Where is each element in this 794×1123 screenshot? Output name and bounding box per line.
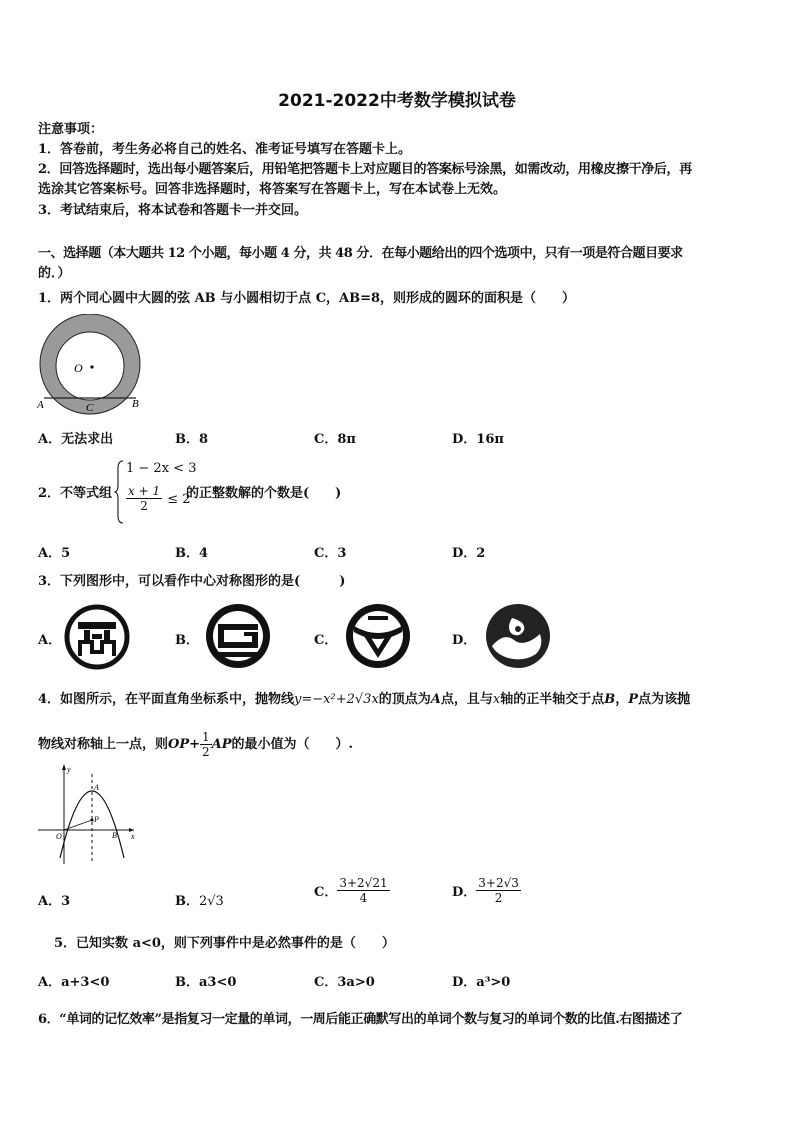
emblem-d-icon xyxy=(484,602,552,670)
section-heading: 一、选择题（本大题共 12 个小题，每小题 4 分，共 48 分．在每小题给出的四个选项中，只有一项是符合题目要求 xyxy=(38,246,683,261)
q2-option-c[interactable]: C．3 xyxy=(314,546,347,561)
q4-option-b[interactable]: B．2√3 xyxy=(175,894,224,909)
question-4-line-1: 4．如图所示，在平面直角坐标系中，抛物线y=−x²+2√3x的顶点为A点，且与x轴的正半轴交于点B，P点为该抛 xyxy=(38,692,691,707)
label-a: A xyxy=(37,399,44,411)
question-5-text: 5．已知实数 a<0，则下列事件中是必然事件的是（ ） xyxy=(54,936,395,951)
annulus-figure xyxy=(36,314,148,418)
notice-heading: 注意事项： xyxy=(38,122,104,137)
q4-option-a[interactable]: A．3 xyxy=(38,894,71,909)
label-o: O xyxy=(74,361,83,375)
notice-item-1: 1．答卷前，考生务必将自己的姓名、准考证号填写在答题卡上。 xyxy=(38,142,412,157)
q3-option-b[interactable]: B． xyxy=(175,633,199,648)
system-brace xyxy=(114,460,124,524)
inequality-1: 1 − 2x < 3 xyxy=(126,461,197,476)
q2-option-b[interactable]: B．4 xyxy=(175,546,209,561)
notice-item-2: 2．回答选择题时，选出每小题答案后，用铅笔把答题卡上对应题目的答案标号涂黑，如需改动，用橡皮擦干净后，再 xyxy=(38,162,692,177)
graph-label-a: A xyxy=(94,783,99,792)
q3-option-c[interactable]: C． xyxy=(314,633,338,648)
question-2-suffix: 的正整数解的个数是( ) xyxy=(186,486,342,501)
q2-option-a[interactable]: A．5 xyxy=(38,546,71,561)
q3-option-d[interactable]: D． xyxy=(452,633,477,648)
graph-label-x: x xyxy=(131,832,135,841)
parabola-graph xyxy=(34,760,140,868)
q1-option-b[interactable]: B．8 xyxy=(175,432,209,447)
inequality-2: $\frac{x + 1}{2}$ ≤ 2 xyxy=(128,484,191,513)
label-b: B xyxy=(132,398,139,410)
q5-option-c[interactable]: C．3a>0 xyxy=(314,975,375,990)
emblem-b-icon xyxy=(204,602,272,670)
q1-option-c[interactable]: C．8π xyxy=(314,432,356,447)
graph-label-o: O xyxy=(56,832,62,841)
question-6-text: 6．“单词的记忆效率”是指复习一定量的单词，一周后能正确默写出的单词个数与复习的单词个数的比值.右图描述了 xyxy=(38,1012,683,1027)
question-4-line-2: 物线对称轴上一点，则OP+ $\frac{1}{2}$ AP的最小值为（ ）. xyxy=(38,730,354,759)
emblem-c-icon xyxy=(344,602,412,670)
question-2-prefix: 2．不等式组 xyxy=(38,486,113,501)
notice-item-3: 3．考试结束后，将本试卷和答题卡一并交回。 xyxy=(38,203,308,218)
q5-option-b[interactable]: B．a3<0 xyxy=(175,975,237,990)
graph-label-y: y xyxy=(67,765,71,774)
graph-label-b: B xyxy=(112,831,117,840)
notice-item-2-cont: 选涂其它答案标号。回答非选择题时，将答案写在答题卡上，写在本试卷上无效。 xyxy=(38,182,507,197)
q2-option-d[interactable]: D．2 xyxy=(452,546,486,561)
q4-option-c[interactable]: C． $\frac{3+2√21}{4}$ xyxy=(314,876,388,905)
question-1-text: 1．两个同心圆中大圆的弦 AB 与小圆相切于点 C，AB=8，则形成的圆环的面积是（ ） xyxy=(38,291,576,306)
label-c: C xyxy=(86,402,94,414)
section-heading-cont: 的．） xyxy=(38,266,71,281)
q3-option-a[interactable]: A． xyxy=(38,633,62,648)
q5-option-a[interactable]: A．a+3<0 xyxy=(38,975,110,990)
q1-option-d[interactable]: D．16π xyxy=(452,432,504,447)
q5-option-d[interactable]: D．a³>0 xyxy=(452,975,511,990)
graph-label-p: P xyxy=(94,815,99,824)
q4-option-d[interactable]: D． $\frac{3+2√3}{2}$ xyxy=(452,876,519,905)
page-title: 2021-2022中考数学模拟试卷 xyxy=(278,91,516,111)
q1-option-a[interactable]: A．无法求出 xyxy=(38,432,114,447)
emblem-a-icon xyxy=(64,604,130,670)
question-3-text: 3．下列图形中，可以看作中心对称图形的是( ) xyxy=(38,574,346,589)
